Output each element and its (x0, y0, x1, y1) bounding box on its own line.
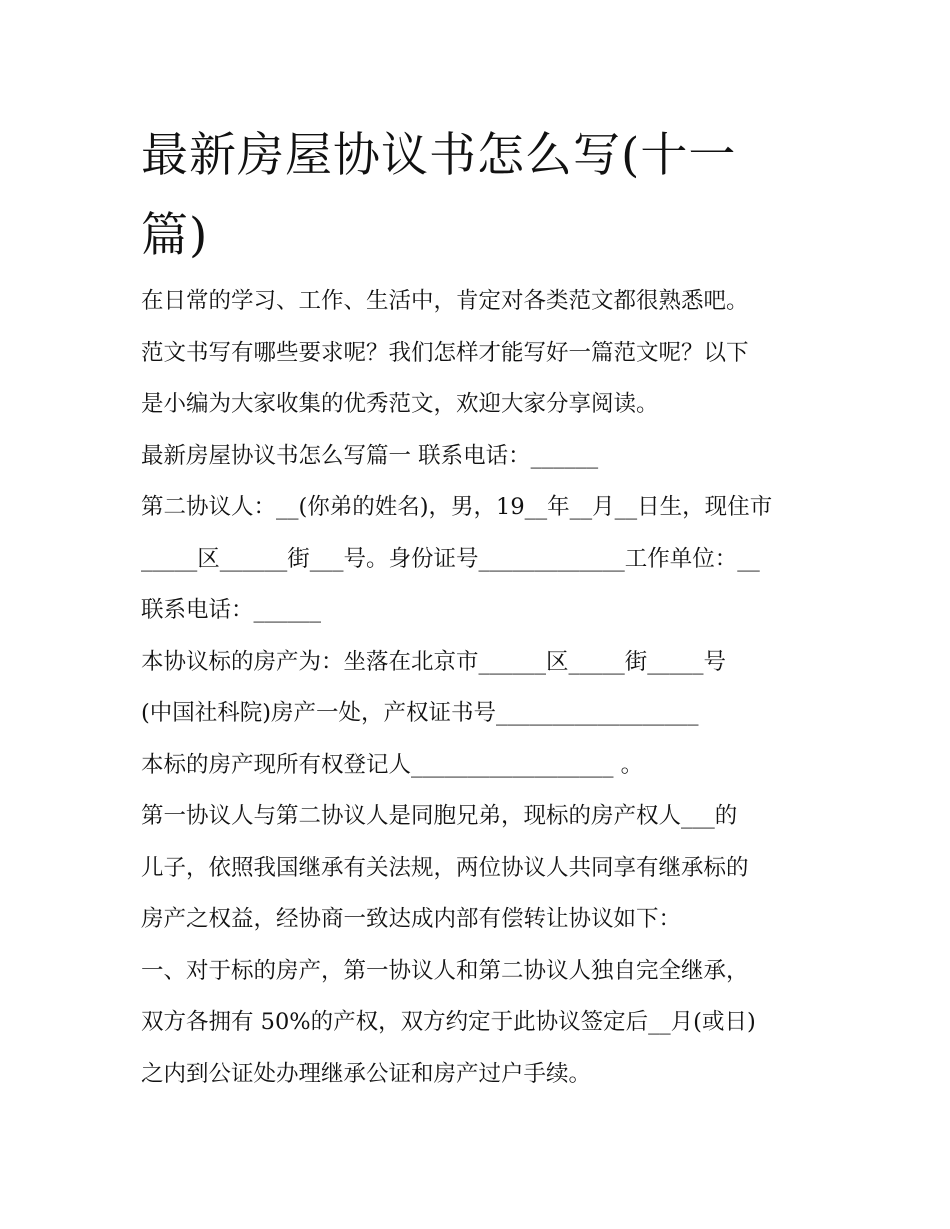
paragraph-line: 范文书写有哪些要求呢？我们怎样才能写好一篇范文呢？以下 (141, 339, 749, 366)
paragraph-line: 本协议标的房产为：坐落在北京市______区_____街_____号 (141, 648, 727, 675)
paragraph-line: 第二协议人：__(你弟的姓名)，男，19__年__月__日生，现住市 (141, 494, 773, 520)
paragraph-line: 在日常的学习、工作、生活中，肯定对各类范文都很熟悉吧。 (141, 288, 749, 314)
document-body (141, 276, 821, 1100)
paragraph-line: 儿子，依照我国继承有关法规，两位协议人共同享有继承标的 (141, 854, 749, 881)
paragraph-line: 本标的房产现所有权登记人__________________ 。 (141, 751, 644, 778)
paragraph-line: 双方各拥有 50%的产权，双方约定于此协议签定后__月(或日) (141, 1009, 756, 1035)
paragraph-line: 一、对于标的房产，第一协议人和第二协议人独自完全继承， (141, 957, 749, 984)
paragraph-line: 联系电话：______ (141, 597, 322, 623)
paragraph-line: _____区______街___号。身份证号_____________工作单位：__ (141, 545, 760, 572)
paragraph-line: 之内到公证处办理继承公证和房产过户手续。 (141, 1060, 592, 1087)
document-title: 最新房屋协议书怎么写(十一篇) (141, 128, 737, 263)
paragraph-line: (中国社科院)房产一处，产权证书号__________________ (141, 700, 699, 726)
paragraph-line: 是小编为大家收集的优秀范文，欢迎大家分享阅读。 (141, 391, 659, 417)
paragraph-line: 第一协议人与第二协议人是同胞兄弟，现标的房产权人___的 (141, 803, 738, 829)
paragraph-line: 房产之权益，经协商一致达成内部有偿转让协议如下： (141, 906, 682, 932)
paragraph-line: 最新房屋协议书怎么写篇一 联系电话：______ (141, 442, 599, 469)
